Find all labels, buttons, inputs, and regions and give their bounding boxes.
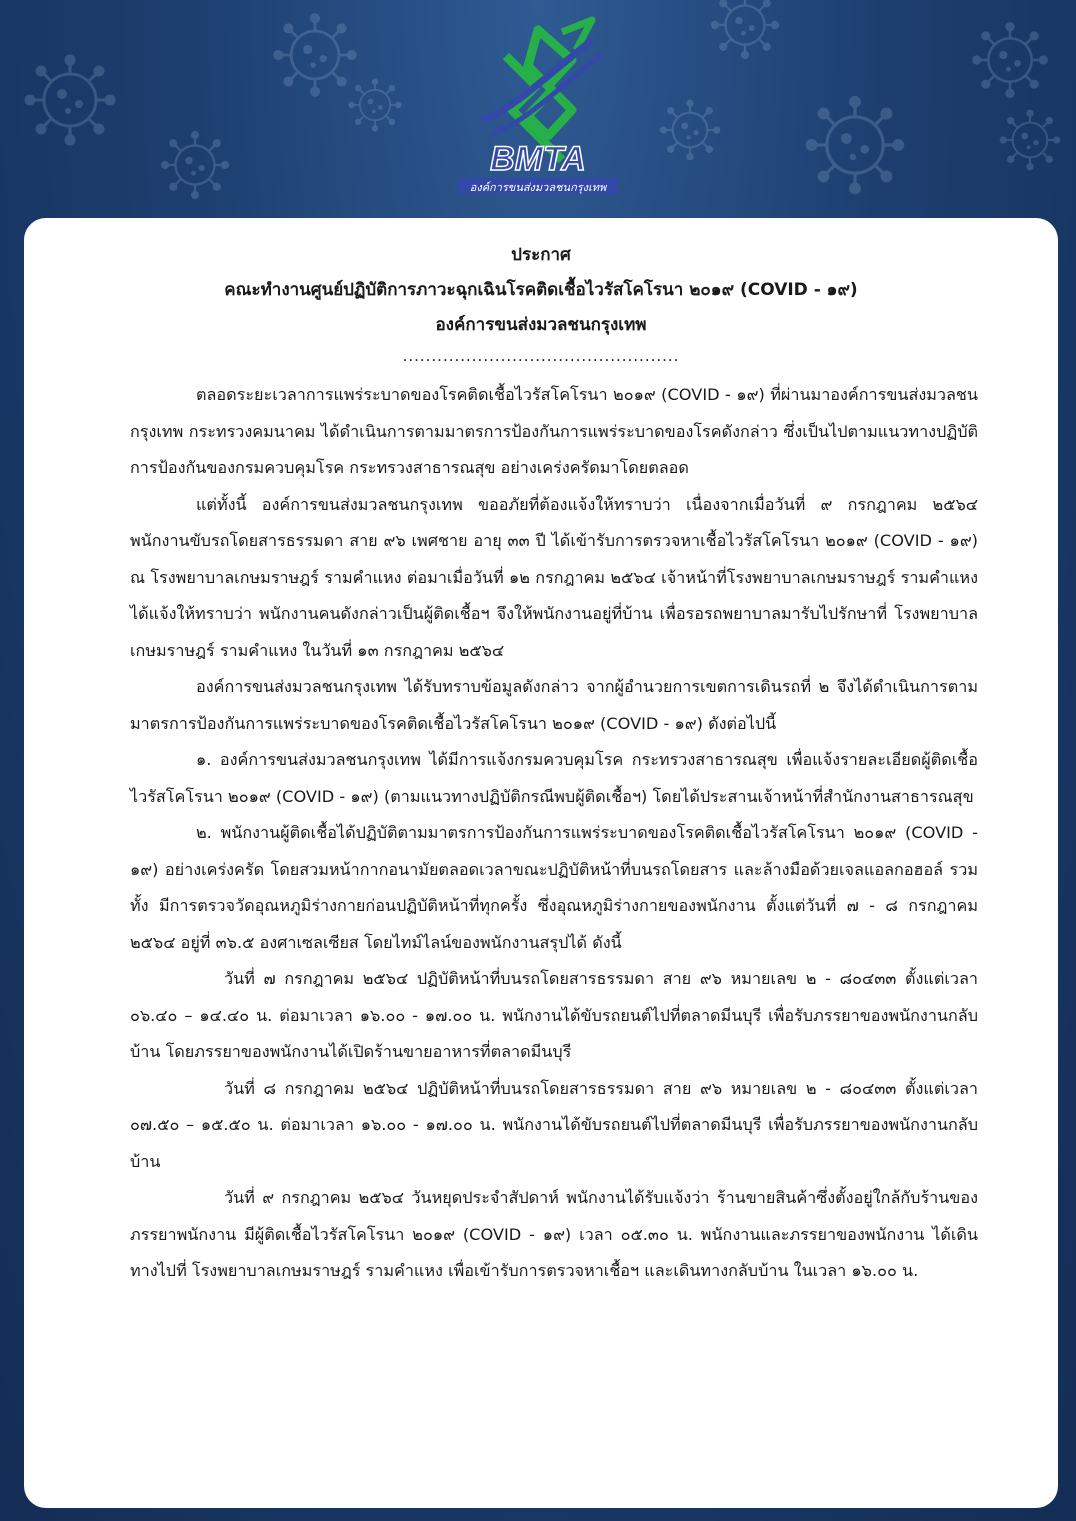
paragraph-timeline-day8: วันที่ ๘ กรกฎาคม ๒๕๖๔ ปฏิบัติหน้าที่บนรถโดยสารธรรมดา สาย ๙๖ หมายเลข ๒ - ๘๐๔๓๓ ตั้งแต่เวลา ๐๗.๕๐ – ๑๕.๕๐ น. ต่อมาเวลา ๑๖.๐๐ - ๑๗.๐๐ น. พนักงานได้ขับรถยนต์ไปที่ตลาดมีนบุรี เพื่อรับภรรยาของพนักงานกลับบ้าน — [130, 1078, 978, 1171]
paragraph-timeline-day9: วันที่ ๙ กรกฎาคม ๒๕๖๔ วันหยุดประจำสัปดาห์ พนักงานได้รับแจ้งว่า ร้านขายสินค้าซึ่งตั้งอยู่ใกล้กับร้านของภรรยาพนักงาน มีผู้ติดเชื้อไวรัสโคโรนา ๒๐๑๙ (COVID - ๑๙) เวลา ๐๕.๓๐ น. พนักงานและภรรยาของพนักงาน ได้เดินทางไปที่ โรงพยาบาลเกษมราษฎร์ รามคำแหง เพื่อเข้ารับการตรวจหาเชื้อฯ และเดินทางกลับบ้าน ในเวลา ๑๖.๐๐ น. — [130, 1188, 978, 1280]
paragraph-item-2: ๒. พนักงานผู้ติดเชื้อได้ปฏิบัติตามมาตรการป้องกันการแพร่ระบาดของโรคติดเชื้อไวรัสโคโรนา ๒๐๑๙ (COVID - ๑๙) อย่างเคร่งครัด โดยสวมหน้ากากอนามัยตลอดเวลาขณะปฏิบัติหน้าที่บนรถโดยสาร และล้างมือด้วยเจลแอลกอฮอล์ รวมทั้ง มีการตรวจวัดอุณหภูมิร่างกายก่อนปฏิบัติหน้าที่ทุกครั้ง ซึ่งอุณหภูมิร่างกายของพนักงาน ตั้งแต่วันที่ ๗ - ๘ กรกฎาคม ๒๕๖๔ อยู่ที่ ๓๖.๕ องศาเซลเซียส โดยไทม์ไลน์ของพนักงานสรุปได้ ดังนี้ — [130, 823, 978, 952]
virus-decoration-icon — [150, 120, 240, 210]
logo-subtitle: องค์การขนส่งมวลชนกรุงเทพ — [469, 181, 607, 194]
virus-decoration-icon — [650, 90, 730, 170]
logo-text: BMTA — [490, 140, 586, 178]
paragraph-case-report: แต่ทั้งนี้ องค์การขนส่งมวลชนกรุงเทพ ขออภัยที่ต้องแจ้งให้ทราบว่า เนื่องจากเมื่อวันที่ ๙ กรกฎาคม ๒๕๖๔ พนักงานขับรถโดยสารธรรมดา สาย ๙๖ เพศชาย อายุ ๓๓ ปี ได้เข้ารับการตรวจหาเชื้อไวรัสโคโรนา ๒๐๑๙ (COVID - ๑๙) ณ โรงพยาบาลเกษมราษฎร์ รามคำแหง ต่อมาเมื่อวันที่ ๑๒ กรกฎาคม ๒๕๖๔ เจ้าหน้าที่โรงพยาบาลเกษมราษฎร์ รามคำแหง ได้แจ้งให้ทราบว่า พนักงานคนดังกล่าวเป็นผู้ติดเชื้อฯ จึงให้พนักงานอยู่ที่บ้าน เพื่อรอรถพยาบาลมารับไปรักษาที่ โรงพยาบาลเกษมราษฎร์ รามคำแหง ในวันที่ ๑๓ กรกฎาคม ๒๕๖๔ — [130, 494, 978, 660]
virus-decoration-icon — [340, 70, 410, 140]
announcement-body — [130, 377, 978, 1290]
virus-decoration-icon — [790, 80, 920, 210]
announcement-title: ประกาศ — [511, 245, 571, 265]
bmta-logo-icon — [452, 10, 624, 200]
paragraph-timeline-day7: วันที่ ๗ กรกฎาคม ๒๕๖๔ ปฏิบัติหน้าที่บนรถโดยสารธรรมดา สาย ๙๖ หมายเลข ๒ - ๘๐๔๓๓ ตั้งแต่เวลา ๐๖.๔๐ – ๑๔.๔๐ น. ต่อมาเวลา ๑๖.๐๐ - ๑๗.๐๐ น. พนักงานได้ขับรถยนต์ไปที่ตลาดมีนบุรี เพื่อรับภรรยาของพนักงานกลับบ้าน โดยภรรยาของพนักงานได้เปิดร้านขายอาหารที่ตลาดมีนบุรี — [130, 969, 978, 1061]
virus-decoration-icon — [700, 0, 790, 70]
organization-name: องค์การขนส่งมวลชนกรุงเทพ — [435, 315, 647, 335]
paragraph-item-1: ๑. องค์การขนส่งมวลชนกรุงเทพ ได้มีการแจ้งกรมควบคุมโรค กระทรวงสาธารณสุข เพื่อแจ้งรายละเอียดผู้ติดเชื้อไวรัสโคโรนา ๒๐๑๙ (COVID - ๑๙) (ตามแนวทางปฏิบัติกรณีพบผู้ติดเชื้อฯ) โดยได้ประสานเจ้าหน้าที่สำนักงานสาธารณสุข — [130, 750, 978, 806]
paragraph-measures: องค์การขนส่งมวลชนกรุงเทพ ได้รับทราบข้อมูลดังกล่าว จากผู้อำนวยการเขตการเดินรถที่ ๒ จึงได้ดำเนินการตามมาตรการป้องกันการแพร่ระบาดของโรคติดเชื้อไวรัสโคโรนา ๒๐๑๙ (COVID - ๑๙) ดังต่อไปนี้ — [130, 677, 978, 733]
virus-decoration-icon — [10, 40, 130, 160]
paragraph-intro: ตลอดระยะเวลาการแพร่ระบาดของโรคติดเชื้อไวรัสโคโรนา ๒๐๑๙ (COVID - ๑๙) ที่ผ่านมาองค์การขนส่งมวลชนกรุงเทพ กระทรวงคมนาคม ได้ดำเนินการตามมาตรการป้องกันการแพร่ระบาดของโรคดังกล่าว ซึ่งเป็นไปตามแนวทางปฏิบัติการป้องกันของกรมควบคุมโรค กระทรวงสาธารณสุข อย่างเคร่งครัดมาโดยตลอด — [130, 385, 978, 477]
header-divider: ................................................ — [402, 347, 680, 365]
committee-title: คณะทำงานศูนย์ปฏิบัติการภาวะฉุกเฉินโรคติดเชื้อไวรัสโคโรนา ๒๐๑๙ (COVID - ๑๙) — [224, 280, 858, 300]
announcement-card — [24, 218, 1058, 1508]
virus-decoration-icon — [960, 10, 1060, 110]
virus-decoration-icon — [990, 100, 1070, 180]
